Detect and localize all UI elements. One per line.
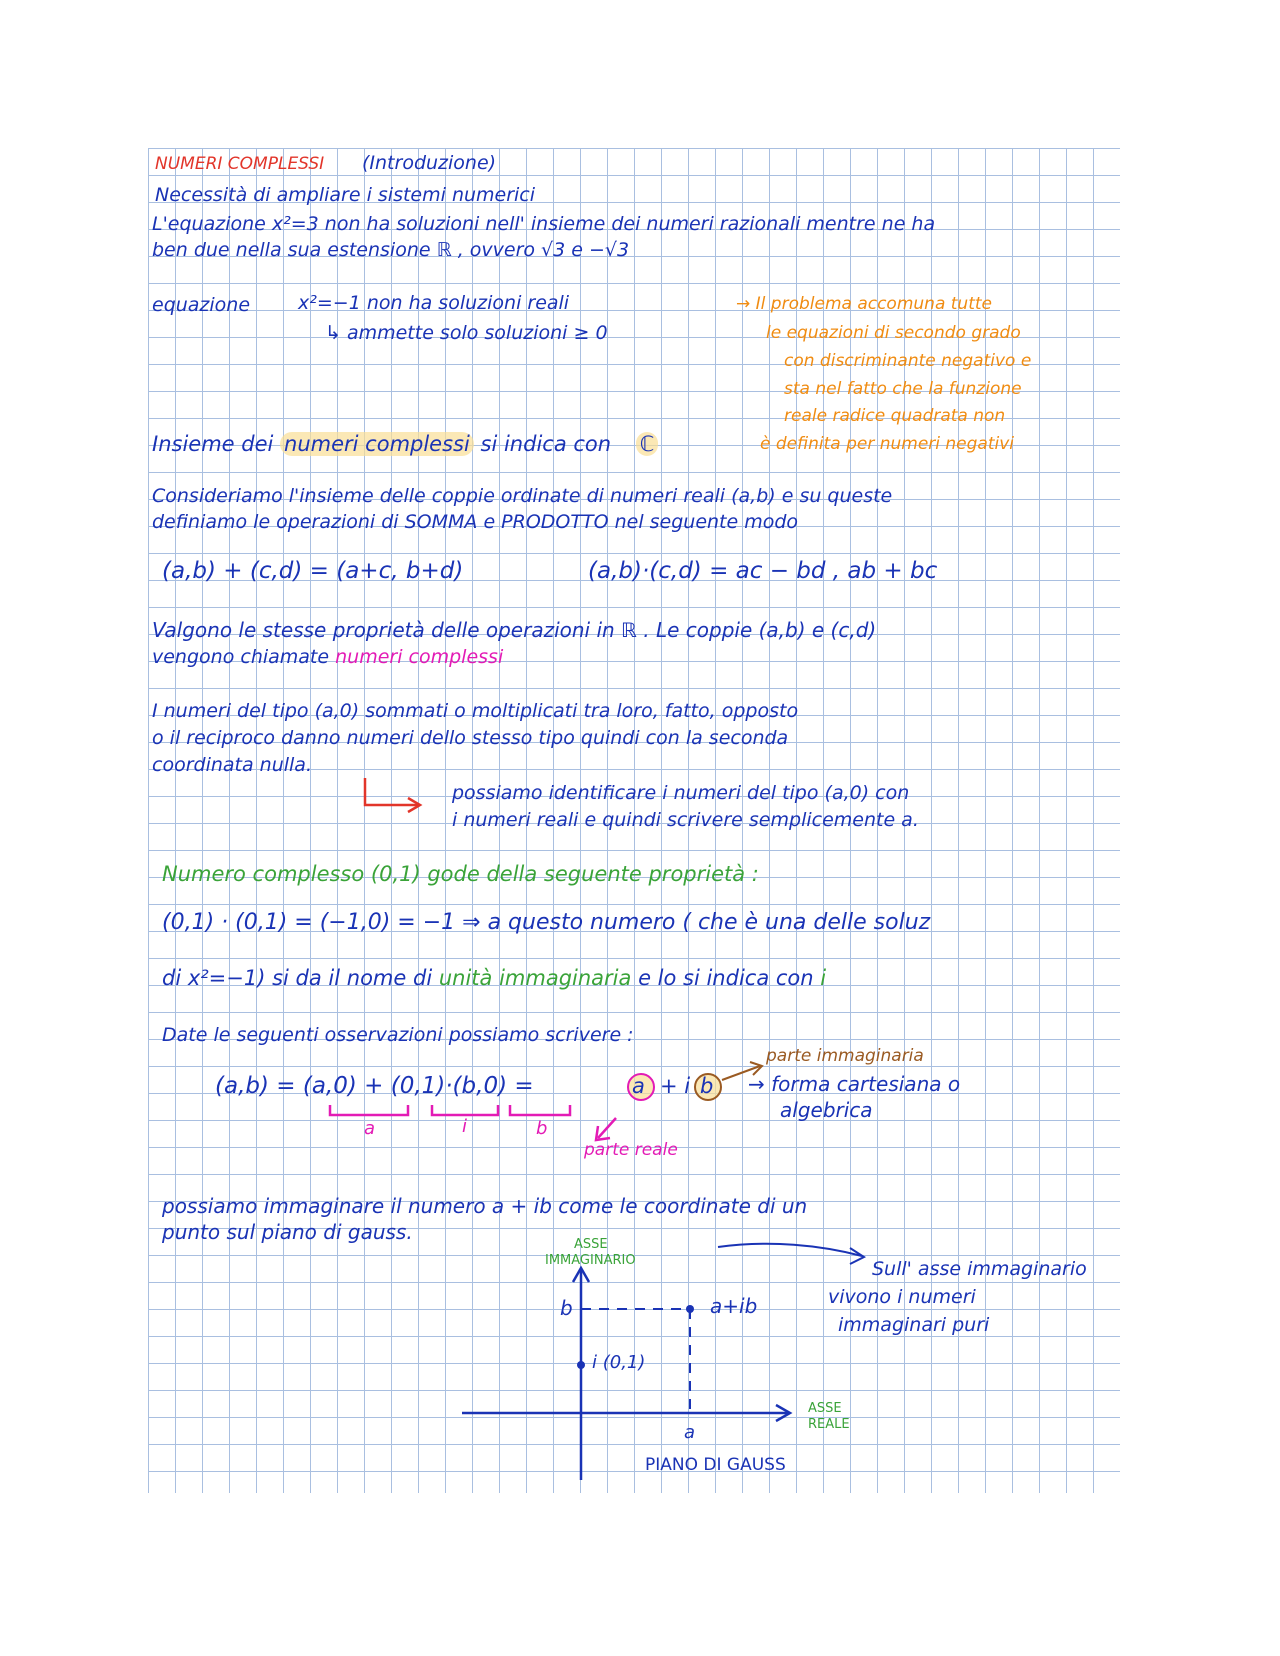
numeri-line-3: coordinata nulla. [152,754,312,776]
blue-arrow-icon [718,1244,862,1256]
title-note: (Introduzione) [362,152,497,174]
orange-note-5: reale radice quadrata non [784,406,1006,426]
orange-note-4: sta nel fatto che la funzione [784,379,1022,399]
orange-note-1: → Il problema accomuna tutte [736,294,992,314]
valgono-line-1: Valgono le stesse proprietà delle operazioni in ℝ . Le coppie (a,b) e (c,d) [152,618,877,642]
complex-set-symbol: ℂ [636,432,659,456]
formula-a: a [632,1074,645,1098]
numeri-line-1: I numeri del tipo (a,0) sommati o moltiplicati tra loro, fatto, opposto [152,700,799,722]
eq2-label: equazione [152,294,251,316]
numeri-complessi-pink: numeri complessi [335,646,504,668]
formula-b: b [700,1074,714,1098]
date-line: Date le seguenti osservazioni possiamo scrivere : [162,1024,634,1046]
formula-sum: (a,b) + (c,d) = (a+c, b+d) [162,558,464,584]
point-b-label: b [560,1296,573,1320]
formula-product: (a,b)·(c,d) = ac − bd , ab + bc [588,558,938,584]
sull-line-2: vivono i numeri [828,1286,976,1308]
unita-immaginaria: unità immaginaria [438,966,632,990]
point-aib-label: a+ib [710,1294,758,1318]
algebraic-formula: (a,b) = (a,0) + (0,1)·(b,0) = [215,1073,534,1099]
numeri-line-2: o il reciproco danno numeri dello stesso tipo quindi con la seconda [152,727,789,749]
eq2-arrow-line: ↳ ammette solo soluzioni ≥ 0 [325,322,608,344]
brace-b [510,1105,570,1115]
formula-plus-i: + i [660,1074,691,1098]
page-title: NUMERI COMPLESSI [155,154,325,174]
possiamo-line-2: i numeri reali e quindi scrivere semplicemente a. [452,809,919,831]
gauss-line-1: possiamo immaginare il numero a + ib come le coordinate di un [162,1194,808,1218]
symbol-i: i [820,966,827,990]
parte-immaginaria: parte immaginaria [766,1046,924,1066]
asse-immaginario-2: IMMAGINARIO [545,1253,636,1268]
asse-reale-2: REALE [808,1417,850,1432]
point-a-label: a [684,1422,696,1443]
sull-line-3: immaginari puri [838,1314,990,1336]
possiamo-line-1: possiamo identificare i numeri del tipo (a,0) con [452,782,910,804]
gauss-line-2: punto sul piano di gauss. [162,1220,413,1244]
parte-reale: parte reale [584,1140,678,1160]
asse-reale-1: ASSE [808,1401,842,1416]
eq1-line-a: L'equazione x²=3 non ha soluzioni nell' insieme dei numeri razionali mentre ne ha [152,213,936,235]
orange-note-2: le equazioni di secondo grado [766,323,1021,343]
sull-line-1: Sull' asse immaginario [872,1258,1087,1280]
property-line: (0,1) · (0,1) = (−1,0) = −1 ⇒ a questo numero ( che è una delle soluz [162,910,931,935]
forma-line-2: algebrica [780,1098,873,1122]
eq1-line-b: ben due nella sua estensione ℝ , ovvero √3 e −√3 [152,239,630,261]
cons-line-1: Consideriamo l'insieme delle coppie ordinate di numeri reali (a,b) e su queste [152,485,893,507]
red-arrow-icon [365,778,418,805]
brace-label-i: i [462,1116,468,1137]
brace-i [432,1105,498,1115]
valgono-line-2: vengono chiamate numeri complessi [152,646,504,668]
intro-line: Necessità di ampliare i sistemi numerici [155,184,536,206]
piano-di-gauss: PIANO DI GAUSS [645,1455,786,1475]
pink-arrow-icon [598,1118,616,1138]
forma-line-1: → forma cartesiana o [748,1072,961,1096]
point-i-label: i (0,1) [592,1352,646,1373]
eq2-line: x²=−1 non ha soluzioni reali [298,292,570,314]
asse-immaginario-1: ASSE [574,1237,608,1252]
orange-note-3: con discriminante negativo e [784,351,1032,371]
unita-line: di x²=−1) si da il nome di unità immaginaria e lo si indica con i [162,966,827,990]
brace-a [330,1105,408,1115]
green-line: Numero complesso (0,1) gode della seguente proprietà : [162,862,759,886]
cons-line-2: definiamo le operazioni di SOMMA e PRODOTTO nel seguente modo [152,511,799,533]
orange-note-6: è definita per numeri negativi [760,434,1015,454]
insieme-line: Insieme dei numeri complessi si indica con ℂ [152,434,658,455]
brace-label-a: a [364,1118,376,1139]
brace-label-b: b [536,1118,548,1139]
